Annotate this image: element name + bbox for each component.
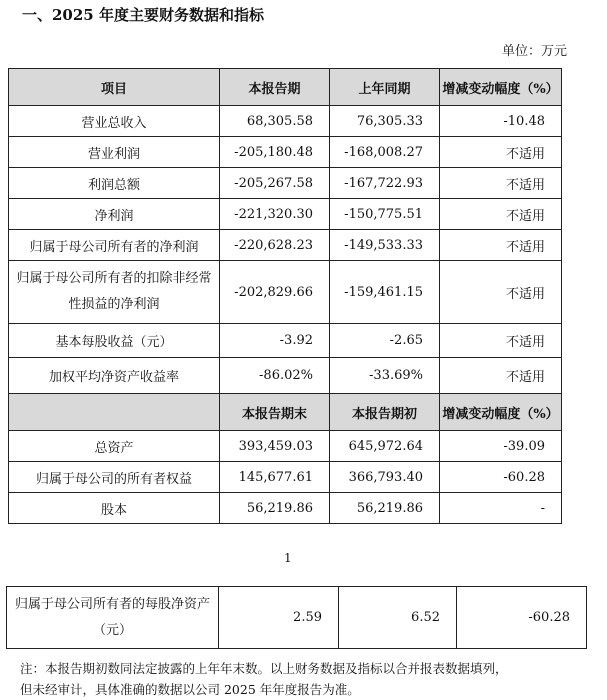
change-value: -60.28 [457, 587, 587, 649]
table-row [9, 462, 562, 493]
start-value: 645,972.64 [330, 431, 440, 462]
row-label: 股本 [9, 493, 220, 524]
end-value: 56,219.86 [220, 493, 330, 524]
table-row [9, 137, 562, 168]
unit-label: 单位：万元 [501, 44, 567, 59]
prior-value: -33.69% [330, 358, 440, 394]
current-value: -205,267.58 [220, 168, 330, 199]
change-value: 不适用 [440, 137, 562, 168]
current-value: -86.02% [220, 358, 330, 394]
table-row [9, 261, 562, 324]
header-prior-period: 上年同期 [330, 69, 440, 106]
change-value: -10.48 [440, 106, 562, 137]
change-value: 不适用 [440, 324, 562, 358]
table-row [7, 587, 587, 649]
table-row [9, 199, 562, 230]
current-value: -3.92 [220, 324, 330, 358]
section-title: 一、2025 年度主要财务数据和指标 [22, 6, 264, 24]
row-label: 归属于母公司的所有者权益 [9, 462, 220, 493]
start-value: 366,793.40 [330, 462, 440, 493]
row-label: 营业总收入 [9, 106, 220, 137]
financial-data-table [8, 68, 562, 524]
header-item: 项目 [9, 69, 220, 106]
change-value: 不适用 [440, 168, 562, 199]
start-value: 56,219.86 [330, 493, 440, 524]
footnote-line-2: 但未经审计，具体准确的数据以公司 2025 年年度报告为准。 [20, 682, 360, 697]
table-subheader-row [9, 394, 562, 431]
change-value: -60.28 [440, 462, 562, 493]
header-period-start: 本报告期初 [330, 394, 440, 431]
row-label: 归属于母公司所有者的每股净资产（元） [7, 587, 219, 649]
header-change-pct: 增减变动幅度（%） [440, 69, 562, 106]
current-value: -220,628.23 [220, 230, 330, 261]
row-label: 基本每股收益（元） [9, 324, 220, 358]
row-label: 归属于母公司所有者的净利润 [9, 230, 220, 261]
row-label: 利润总额 [9, 168, 220, 199]
end-value: 2.59 [219, 587, 339, 649]
change-value: - [440, 493, 562, 524]
table-row [9, 230, 562, 261]
prior-value: -167,722.93 [330, 168, 440, 199]
change-value: -39.09 [440, 431, 562, 462]
table-row [9, 493, 562, 524]
subheader-blank [9, 394, 220, 431]
footnote-line-1: 注：本报告期初数同法定披露的上年年末数。以上财务数据及指标以合并报表数据填列， [20, 661, 508, 676]
prior-value: -150,775.51 [330, 199, 440, 230]
net-assets-per-share-table [6, 586, 587, 649]
current-value: -205,180.48 [220, 137, 330, 168]
end-value: 393,459.03 [220, 431, 330, 462]
prior-value: 76,305.33 [330, 106, 440, 137]
prior-value: -159,461.15 [330, 261, 440, 324]
table-header-row [9, 69, 562, 106]
table-row [9, 431, 562, 462]
prior-value: -149,533.33 [330, 230, 440, 261]
prior-value: -168,008.27 [330, 137, 440, 168]
row-label: 营业利润 [9, 137, 220, 168]
prior-value: -2.65 [330, 324, 440, 358]
current-value: -202,829.66 [220, 261, 330, 324]
table-row [9, 358, 562, 394]
start-value: 6.52 [339, 587, 457, 649]
change-value: 不适用 [440, 230, 562, 261]
header-change-pct: 增减变动幅度（%） [440, 394, 562, 431]
current-value: 68,305.58 [220, 106, 330, 137]
row-label: 加权平均净资产收益率 [9, 358, 220, 394]
change-value: 不适用 [440, 358, 562, 394]
change-value: 不适用 [440, 261, 562, 324]
page-number: 1 [284, 551, 292, 565]
change-value: 不适用 [440, 199, 562, 230]
table-row [9, 168, 562, 199]
header-current-period: 本报告期 [220, 69, 330, 106]
row-label: 总资产 [9, 431, 220, 462]
row-label: 净利润 [9, 199, 220, 230]
header-period-end: 本报告期末 [220, 394, 330, 431]
table-row [9, 106, 562, 137]
table-row [9, 324, 562, 358]
end-value: 145,677.61 [220, 462, 330, 493]
footnote [20, 658, 600, 700]
current-value: -221,320.30 [220, 199, 330, 230]
row-label: 归属于母公司所有者的扣除非经常性损益的净利润 [9, 261, 220, 324]
